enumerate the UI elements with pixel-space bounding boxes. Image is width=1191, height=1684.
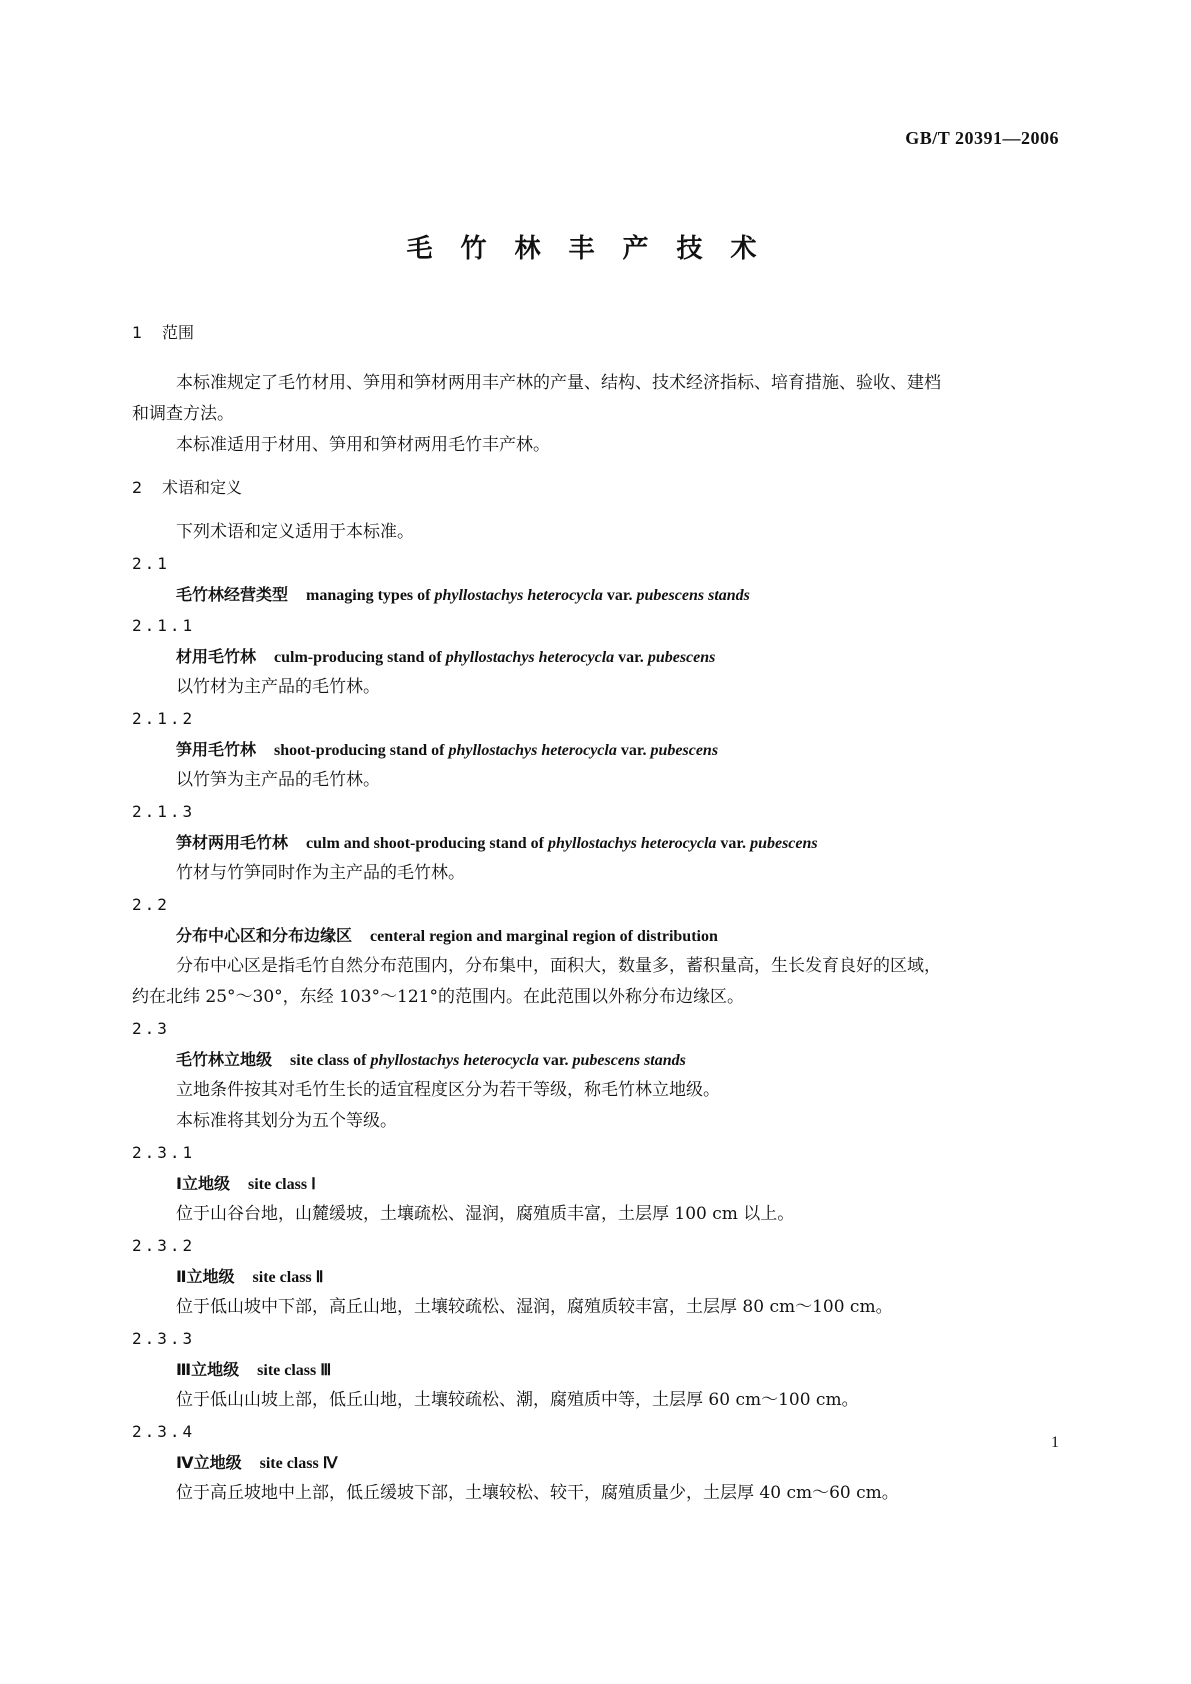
- term-en: shoot-producing stand of phyllostachys heterocycla var. pubescens: [274, 742, 719, 759]
- term-zh: Ⅰ立地级: [176, 1174, 230, 1193]
- term-entry: [176, 1044, 1058, 1075]
- definition: 分布中心区是指毛竹自然分布范围内，分布集中，面积大，数量多，蓄积量高，生长发育良好的区域，: [176, 956, 941, 976]
- term-entry: [176, 734, 1058, 765]
- term-entry: [176, 641, 1058, 672]
- term-en: site class Ⅳ: [259, 1455, 338, 1472]
- paragraph-text: 和调查方法。: [132, 404, 234, 424]
- term-en: managing types of phyllostachys heterocycla var. pubescens stands: [306, 587, 750, 604]
- clause-number: 2.3.3: [132, 1329, 196, 1348]
- term-zh: Ⅱ立地级: [176, 1267, 235, 1286]
- document-body: [132, 322, 1058, 1509]
- term-zh: 毛竹林立地级: [176, 1050, 273, 1069]
- paragraph: 本标准适用于材用、笋用和笋材两用毛竹丰产林。: [176, 435, 550, 455]
- term-en: site class of phyllostachys heterocycla var. pubescens stands: [290, 1052, 686, 1069]
- term-entry: [176, 827, 1058, 858]
- term-zh: 毛竹林经营类型: [176, 585, 289, 604]
- clause-number: 2.3.1: [132, 1143, 196, 1162]
- term-entry: [176, 1354, 1058, 1385]
- term-en: centeral region and marginal region of distribution: [370, 928, 718, 945]
- term-zh: 笋材两用毛竹林: [176, 833, 289, 852]
- page-number: 1: [1051, 1434, 1059, 1451]
- clause-number: 2.1: [132, 554, 170, 573]
- clause-number: 2.1.3: [132, 802, 196, 821]
- clause-number: 2.3: [132, 1019, 170, 1038]
- section-heading-1: [132, 322, 1058, 344]
- term-en: culm-producing stand of phyllostachys heterocycla var. pubescens: [274, 649, 716, 666]
- definition: 位于低山坡中下部，高丘山地，土壤较疏松、湿润，腐殖质较丰富，土层厚 80 cm～100 cm。: [176, 1297, 893, 1317]
- definition: 位于山谷台地，山麓缓坡，土壤疏松、湿润，腐殖质丰富，土层厚 100 cm 以上。: [176, 1204, 795, 1224]
- page-title: 毛竹林丰产技术: [406, 234, 785, 264]
- term-zh: Ⅳ立地级: [176, 1453, 242, 1472]
- term-en: culm and shoot-producing stand of phyllostachys heterocycla var. pubescens: [306, 835, 818, 852]
- definition: 本标准将其划分为五个等级。: [176, 1111, 397, 1131]
- section-title: 范围: [162, 323, 195, 342]
- term-entry: [176, 1261, 1058, 1292]
- definition: 以竹材为主产品的毛竹林。: [176, 677, 380, 697]
- definition: 位于高丘坡地中上部，低丘缓坡下部，土壤较松、较干，腐殖质量少，土层厚 40 cm～60 cm。: [176, 1483, 899, 1503]
- definition: 立地条件按其对毛竹生长的适宜程度区分为若干等级，称毛竹林立地级。: [176, 1080, 720, 1100]
- section-heading-2: [132, 477, 1058, 499]
- section-number: 2: [132, 478, 143, 497]
- definition: 以竹笋为主产品的毛竹林。: [176, 770, 380, 790]
- section-title: 术语和定义: [162, 478, 243, 497]
- definition-continued: 约在北纬 25°～30°，东经 103°～121°的范围内。在此范围以外称分布边缘区。: [132, 987, 744, 1007]
- definition: 竹材与竹笋同时作为主产品的毛竹林。: [176, 863, 465, 883]
- term-zh: 分布中心区和分布边缘区: [176, 926, 353, 945]
- term-entry: [176, 1447, 1058, 1478]
- standard-code: GB/T 20391—2006: [905, 128, 1059, 148]
- term-zh: 材用毛竹林: [176, 647, 257, 666]
- term-entry: [176, 1168, 1058, 1199]
- clause-number: 2.3.2: [132, 1236, 196, 1255]
- clause-number: 2.1.1: [132, 616, 196, 635]
- term-entry: [176, 579, 1058, 610]
- term-en: site class Ⅱ: [252, 1269, 324, 1286]
- paragraph: [132, 368, 1058, 430]
- clause-number: 2.1.2: [132, 709, 196, 728]
- clause-number: 2.3.4: [132, 1422, 196, 1441]
- definition: 位于低山山坡上部，低丘山地，土壤较疏松、潮，腐殖质中等，土层厚 60 cm～100 cm。: [176, 1390, 859, 1410]
- term-zh: Ⅲ立地级: [176, 1360, 240, 1379]
- term-en: site class Ⅰ: [247, 1176, 316, 1193]
- term-en: site class Ⅲ: [257, 1362, 332, 1379]
- clause-number: 2.2: [132, 895, 170, 914]
- section-number: 1: [132, 323, 143, 342]
- term-zh: 笋用毛竹林: [176, 740, 257, 759]
- paragraph: 下列术语和定义适用于本标准。: [176, 522, 414, 542]
- paragraph-text: 本标准规定了毛竹材用、笋用和笋材两用丰产林的产量、结构、技术经济指标、培育措施、验收、建档: [176, 373, 941, 393]
- term-entry: [176, 920, 1058, 951]
